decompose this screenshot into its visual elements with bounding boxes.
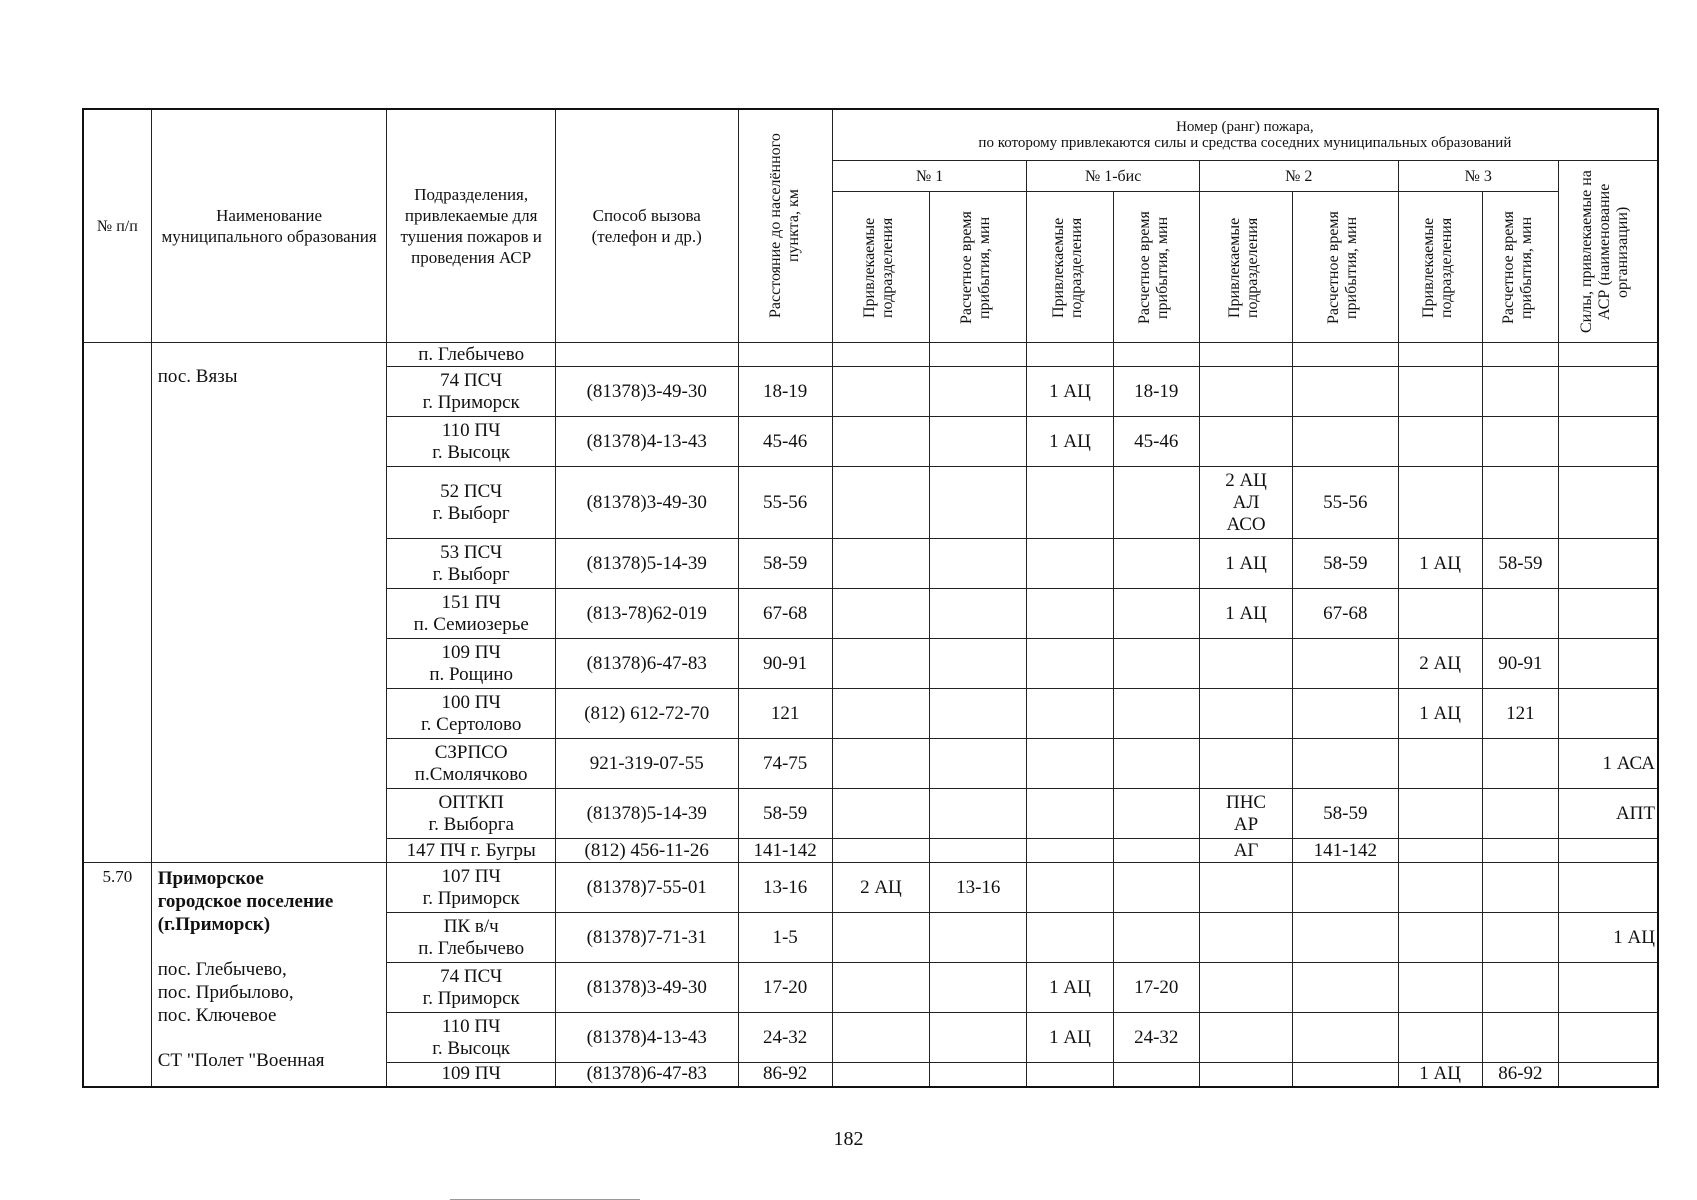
header-rank <box>832 109 1658 161</box>
header-rank-1: № 1 <box>832 161 1027 192</box>
header-rank-1bis: № 1-бис <box>1027 161 1200 192</box>
rank1bis-time-cell <box>1113 639 1199 689</box>
distance-cell: 90-91 <box>738 639 832 689</box>
rank1bis-time-cell: 17-20 <box>1113 963 1199 1013</box>
rank1bis-time-cell <box>1113 689 1199 739</box>
rank1-time-cell <box>930 963 1027 1013</box>
rank2-time-cell <box>1293 689 1398 739</box>
settlement-line: пос. Прибылово, <box>157 982 294 1003</box>
rank2-involved-cell-line: АЛ <box>1232 491 1260 513</box>
rank3-involved-cell <box>1398 343 1482 367</box>
rank3-involved-cell <box>1398 863 1482 913</box>
rank1bis-involved-cell <box>1027 343 1113 367</box>
rank2-involved-cell <box>1199 589 1292 639</box>
distance-cell: 13-16 <box>738 863 832 913</box>
rank1bis-time-cell <box>1113 789 1199 839</box>
unit-cell <box>387 1063 556 1087</box>
asr-forces-cell <box>1558 1063 1658 1087</box>
rank1bis-involved-cell <box>1027 467 1113 539</box>
rank1-involved-cell <box>832 343 929 367</box>
rank1-time-cell <box>930 1013 1027 1063</box>
rank2-involved-cell-line: 1 АЦ <box>1225 602 1267 624</box>
asr-forces-cell: АПТ <box>1558 789 1658 839</box>
rank1bis-time-cell: 18-19 <box>1113 367 1199 417</box>
rank3-time-cell <box>1482 839 1558 863</box>
distance-cell: 121 <box>738 689 832 739</box>
header-rank1-involved: Привлекаемые подразделения <box>832 192 929 343</box>
rank1-time-cell <box>930 789 1027 839</box>
rank1-involved-cell <box>832 963 929 1013</box>
unit-cell <box>387 963 556 1013</box>
rank2-involved-cell <box>1199 863 1292 913</box>
unit-cell <box>387 839 556 863</box>
rank1bis-time-cell <box>1113 839 1199 863</box>
unit-cell-line: СЗРПСО <box>434 741 508 763</box>
settlement-extra: СТ "Полет "Военная <box>157 1050 325 1071</box>
rank1-involved-cell <box>832 367 929 417</box>
municipality-cell <box>151 863 387 1087</box>
rank1-involved-cell <box>832 639 929 689</box>
rank3-involved-cell: 1 АЦ <box>1398 689 1482 739</box>
call-method-cell: (812) 612-72-70 <box>555 689 738 739</box>
rank2-involved-cell <box>1199 963 1292 1013</box>
rank2-involved-cell <box>1199 639 1292 689</box>
rank3-time-cell <box>1482 343 1558 367</box>
header-rank-line2: по которому привлекаются силы и средства соседних муниципальных образований <box>978 135 1512 151</box>
rank1bis-involved-cell <box>1027 739 1113 789</box>
asr-forces-cell <box>1558 1013 1658 1063</box>
rank1bis-involved-cell <box>1027 839 1113 863</box>
call-method-cell: (81378)7-71-31 <box>555 913 738 963</box>
header-units: Подразделения, привлекаемые для тушения пожаров и проведения АСР <box>387 109 556 343</box>
asr-forces-cell <box>1558 689 1658 739</box>
unit-cell <box>387 789 556 839</box>
rank2-involved-cell-line: 1 АЦ <box>1225 552 1267 574</box>
unit-cell-line: г. Выборг <box>432 563 510 585</box>
rank1bis-time-cell <box>1113 589 1199 639</box>
rank2-involved-cell-line: АР <box>1233 813 1259 835</box>
asr-forces-cell <box>1558 343 1658 367</box>
rank2-involved-cell <box>1199 1013 1292 1063</box>
rank1-involved-cell: 2 АЦ <box>832 863 929 913</box>
header-municipality: Наименование муниципального образования <box>151 109 387 343</box>
unit-cell <box>387 913 556 963</box>
distance-cell: 45-46 <box>738 417 832 467</box>
municipality-title-line: (г.Приморск) <box>157 914 271 935</box>
header-distance: Расстояние до населённого пункта, км <box>738 109 832 343</box>
rank1-involved-cell <box>832 417 929 467</box>
rank3-involved-cell <box>1398 367 1482 417</box>
settlement-line: пос. Вязы <box>157 366 238 387</box>
table-row <box>83 343 1658 367</box>
rank1bis-time-cell <box>1113 343 1199 367</box>
rank2-involved-cell <box>1199 1063 1292 1087</box>
rank3-involved-cell: 2 АЦ <box>1398 639 1482 689</box>
rank3-involved-cell <box>1398 1013 1482 1063</box>
page-number: 182 <box>833 1128 864 1150</box>
rank2-time-cell <box>1293 1013 1398 1063</box>
header-rank2-involved: Привлекаемые подразделения <box>1199 192 1292 343</box>
unit-cell-line: г. Высоцк <box>432 1037 511 1059</box>
settlement-line: пос. Ключевое <box>157 1005 277 1026</box>
rank3-time-cell <box>1482 963 1558 1013</box>
unit-cell <box>387 1013 556 1063</box>
header-rank1-time: Расчетное время прибытия, мин <box>930 192 1027 343</box>
rank1bis-involved-cell <box>1027 589 1113 639</box>
asr-forces-cell <box>1558 863 1658 913</box>
spacer <box>158 1027 381 1049</box>
unit-cell-line: г. Выборга <box>428 813 514 835</box>
rank1-time-cell <box>930 839 1027 863</box>
rank1-time-cell <box>930 639 1027 689</box>
asr-forces-cell <box>1558 963 1658 1013</box>
unit-cell <box>387 589 556 639</box>
rank2-time-cell <box>1293 343 1398 367</box>
rank1-time-cell <box>930 539 1027 589</box>
rank1bis-time-cell <box>1113 467 1199 539</box>
unit-cell-line: ОПТКП <box>438 791 504 813</box>
municipality-title-line: Приморское <box>157 868 264 889</box>
call-method-cell: (81378)4-13-43 <box>555 417 738 467</box>
header-num: № п/п <box>83 109 151 343</box>
rank1-involved-cell <box>832 1013 929 1063</box>
table-row <box>83 863 1658 913</box>
rank1bis-time-cell <box>1113 739 1199 789</box>
rank1-time-cell <box>930 1063 1027 1087</box>
distance-cell: 1-5 <box>738 913 832 963</box>
rank2-time-cell <box>1293 913 1398 963</box>
call-method-cell: 921-319-07-55 <box>555 739 738 789</box>
rank1-time-cell <box>930 589 1027 639</box>
rank3-involved-cell <box>1398 417 1482 467</box>
unit-cell <box>387 863 556 913</box>
rank1-involved-cell <box>832 913 929 963</box>
rank3-involved-cell <box>1398 913 1482 963</box>
rank1bis-time-cell <box>1113 1063 1199 1087</box>
unit-cell-line: 100 ПЧ <box>441 691 501 713</box>
rank1-time-cell <box>930 689 1027 739</box>
unit-cell <box>387 417 556 467</box>
unit-cell <box>387 367 556 417</box>
rank1-time-cell: 13-16 <box>930 863 1027 913</box>
call-method-cell: (81378)5-14-39 <box>555 789 738 839</box>
rank2-time-cell <box>1293 739 1398 789</box>
rank2-involved-cell <box>1199 913 1292 963</box>
distance-cell: 17-20 <box>738 963 832 1013</box>
rank3-time-cell <box>1482 739 1558 789</box>
rank1-involved-cell <box>832 839 929 863</box>
rank1bis-involved-cell: 1 АЦ <box>1027 417 1113 467</box>
rank1bis-involved-cell <box>1027 789 1113 839</box>
unit-cell-line: п. Глебычево <box>418 343 525 365</box>
rank2-time-cell <box>1293 367 1398 417</box>
rank3-time-cell <box>1482 913 1558 963</box>
rank2-time-cell: 55-56 <box>1293 467 1398 539</box>
call-method-cell <box>555 343 738 367</box>
row-number <box>83 343 151 863</box>
rank2-time-cell: 58-59 <box>1293 539 1398 589</box>
call-method-cell: (81378)4-13-43 <box>555 1013 738 1063</box>
unit-cell-line: 74 ПСЧ <box>440 965 503 987</box>
asr-forces-cell <box>1558 417 1658 467</box>
header-rank2-time: Расчетное время прибытия, мин <box>1293 192 1398 343</box>
call-method-cell: (81378)3-49-30 <box>555 963 738 1013</box>
rank1bis-time-cell <box>1113 863 1199 913</box>
distance-cell: 58-59 <box>738 539 832 589</box>
rank1-involved-cell <box>832 1063 929 1087</box>
rank2-time-cell <box>1293 1063 1398 1087</box>
rank1bis-involved-cell <box>1027 639 1113 689</box>
unit-cell-line: 74 ПСЧ <box>440 369 503 391</box>
unit-cell-line: 147 ПЧ г. Бугры <box>406 839 536 861</box>
table-body <box>83 343 1658 1087</box>
row-number: 5.70 <box>83 863 151 1087</box>
unit-cell-line: п. Семиозерье <box>413 613 529 635</box>
asr-forces-cell <box>1558 539 1658 589</box>
rank2-time-cell: 141-142 <box>1293 839 1398 863</box>
rank1-time-cell <box>930 417 1027 467</box>
unit-cell-line: ПК в/ч <box>443 915 499 937</box>
rank1bis-involved-cell <box>1027 539 1113 589</box>
rank3-time-cell <box>1482 589 1558 639</box>
rank2-time-cell: 58-59 <box>1293 789 1398 839</box>
rank2-involved-cell <box>1199 417 1292 467</box>
unit-cell-line: 109 ПЧ <box>441 641 501 663</box>
fire-resources-table <box>82 108 1659 1088</box>
rank1bis-involved-cell: 1 АЦ <box>1027 963 1113 1013</box>
distance-cell: 24-32 <box>738 1013 832 1063</box>
rank3-time-cell: 90-91 <box>1482 639 1558 689</box>
rank3-time-cell: 121 <box>1482 689 1558 739</box>
call-method-cell: (81378)6-47-83 <box>555 639 738 689</box>
header-call-method: Способ вызова (телефон и др.) <box>555 109 738 343</box>
call-method-cell: (81378)5-14-39 <box>555 539 738 589</box>
rank3-involved-cell: 1 АЦ <box>1398 1063 1482 1087</box>
rank3-time-cell <box>1482 1013 1558 1063</box>
rank2-time-cell <box>1293 863 1398 913</box>
rank3-involved-cell <box>1398 789 1482 839</box>
rank2-time-cell <box>1293 417 1398 467</box>
header-rank-3: № 3 <box>1398 161 1558 192</box>
rank2-involved-cell <box>1199 343 1292 367</box>
rank3-time-cell <box>1482 467 1558 539</box>
distance-cell <box>738 343 832 367</box>
rank1bis-involved-cell: 1 АЦ <box>1027 1013 1113 1063</box>
unit-cell-line: п. Глебычево <box>418 937 525 959</box>
distance-cell: 86-92 <box>738 1063 832 1087</box>
rank1bis-time-cell <box>1113 539 1199 589</box>
unit-cell-line: 53 ПСЧ <box>440 541 503 563</box>
rank1-time-cell <box>930 913 1027 963</box>
rank1-time-cell <box>930 467 1027 539</box>
rank1bis-involved-cell <box>1027 863 1113 913</box>
unit-cell-line: 110 ПЧ <box>441 1015 501 1037</box>
rank1-time-cell <box>930 343 1027 367</box>
unit-cell <box>387 739 556 789</box>
unit-cell-line: г. Выборг <box>432 502 510 524</box>
asr-forces-cell <box>1558 639 1658 689</box>
header-rank1bis-involved: Привлекаемые подразделения <box>1027 192 1113 343</box>
unit-cell-line: 109 ПЧ <box>441 1063 501 1085</box>
call-method-cell: (813-78)62-019 <box>555 589 738 639</box>
unit-cell-line: г. Приморск <box>422 987 520 1009</box>
asr-forces-cell: 1 АСА <box>1558 739 1658 789</box>
rank2-time-cell <box>1293 963 1398 1013</box>
rank3-time-cell <box>1482 789 1558 839</box>
asr-forces-cell <box>1558 839 1658 863</box>
unit-cell <box>387 639 556 689</box>
asr-forces-cell: 1 АЦ <box>1558 913 1658 963</box>
call-method-cell: (81378)3-49-30 <box>555 467 738 539</box>
spacer <box>158 936 381 958</box>
rank1bis-involved-cell <box>1027 1063 1113 1087</box>
rank2-involved-cell-line: ПНС <box>1225 791 1267 813</box>
header-rank1bis-time: Расчетное время прибытия, мин <box>1113 192 1199 343</box>
header-rank3-time: Расчетное время прибытия, мин <box>1482 192 1558 343</box>
rank2-involved-cell-line: АСО <box>1226 513 1266 535</box>
rank3-time-cell: 86-92 <box>1482 1063 1558 1087</box>
rank3-time-cell <box>1482 417 1558 467</box>
unit-cell <box>387 689 556 739</box>
call-method-cell: (81378)3-49-30 <box>555 367 738 417</box>
rank1bis-time-cell <box>1113 913 1199 963</box>
asr-forces-cell <box>1558 467 1658 539</box>
distance-cell: 55-56 <box>738 467 832 539</box>
rank1-time-cell <box>930 367 1027 417</box>
rank1-involved-cell <box>832 739 929 789</box>
rank2-involved-cell <box>1199 539 1292 589</box>
rank3-involved-cell <box>1398 739 1482 789</box>
rank1bis-involved-cell <box>1027 913 1113 963</box>
rank1-involved-cell <box>832 589 929 639</box>
distance-cell: 74-75 <box>738 739 832 789</box>
rank3-involved-cell <box>1398 839 1482 863</box>
rank3-involved-cell <box>1398 963 1482 1013</box>
distance-cell: 58-59 <box>738 789 832 839</box>
call-method-cell: (812) 456-11-26 <box>555 839 738 863</box>
municipality-cell <box>151 343 387 863</box>
rank3-involved-cell <box>1398 589 1482 639</box>
rank1bis-involved-cell <box>1027 689 1113 739</box>
rank1-involved-cell <box>832 789 929 839</box>
rank2-involved-cell <box>1199 839 1292 863</box>
header-rank-2: № 2 <box>1199 161 1398 192</box>
rank2-involved-cell <box>1199 739 1292 789</box>
rank2-involved-cell <box>1199 367 1292 417</box>
rank2-time-cell: 67-68 <box>1293 589 1398 639</box>
rank2-involved-cell-line: АГ <box>1233 839 1259 861</box>
header-asr-forces: Силы, привлекаемые на АСР (наименование организации) <box>1558 161 1658 343</box>
distance-cell: 141-142 <box>738 839 832 863</box>
rank2-time-cell <box>1293 639 1398 689</box>
rank1-time-cell <box>930 739 1027 789</box>
unit-cell <box>387 343 556 367</box>
rank2-involved-cell-line: 2 АЦ <box>1225 469 1267 491</box>
unit-cell-line: г. Высоцк <box>432 441 511 463</box>
unit-cell-line: г. Приморск <box>422 391 520 413</box>
rank1-involved-cell <box>832 689 929 739</box>
unit-cell-line: п. Рощино <box>429 663 514 685</box>
rank1-involved-cell <box>832 539 929 589</box>
rank3-time-cell: 58-59 <box>1482 539 1558 589</box>
rank3-involved-cell: 1 АЦ <box>1398 539 1482 589</box>
municipality-title-line: городское поселение <box>157 891 334 912</box>
call-method-cell: (81378)6-47-83 <box>555 1063 738 1087</box>
rank1bis-time-cell: 24-32 <box>1113 1013 1199 1063</box>
unit-cell-line: г. Сертолово <box>420 713 522 735</box>
rank1bis-time-cell: 45-46 <box>1113 417 1199 467</box>
unit-cell-line: 107 ПЧ <box>441 865 501 887</box>
rank2-involved-cell <box>1199 689 1292 739</box>
spacer <box>158 347 381 365</box>
call-method-cell: (81378)7-55-01 <box>555 863 738 913</box>
distance-cell: 18-19 <box>738 367 832 417</box>
rank2-involved-cell <box>1199 467 1292 539</box>
asr-forces-cell <box>1558 367 1658 417</box>
rank1-involved-cell <box>832 467 929 539</box>
settlement-line: пос. Глебычево, <box>157 959 287 980</box>
header-rank-line1: Номер (ранг) пожара, <box>1176 119 1314 135</box>
unit-cell-line: 52 ПСЧ <box>440 480 503 502</box>
rank3-involved-cell <box>1398 467 1482 539</box>
unit-cell-line: п.Смолячково <box>414 763 528 785</box>
unit-cell-line: 151 ПЧ <box>441 591 501 613</box>
asr-forces-cell <box>1558 589 1658 639</box>
unit-cell <box>387 467 556 539</box>
unit-cell-line: г. Приморск <box>422 887 520 909</box>
unit-cell-line: 110 ПЧ <box>441 419 501 441</box>
rank2-involved-cell <box>1199 789 1292 839</box>
header-rank3-involved: Привлекаемые подразделения <box>1398 192 1482 343</box>
rank3-time-cell <box>1482 863 1558 913</box>
distance-cell: 67-68 <box>738 589 832 639</box>
rank3-time-cell <box>1482 367 1558 417</box>
rank1bis-involved-cell: 1 АЦ <box>1027 367 1113 417</box>
unit-cell <box>387 539 556 589</box>
